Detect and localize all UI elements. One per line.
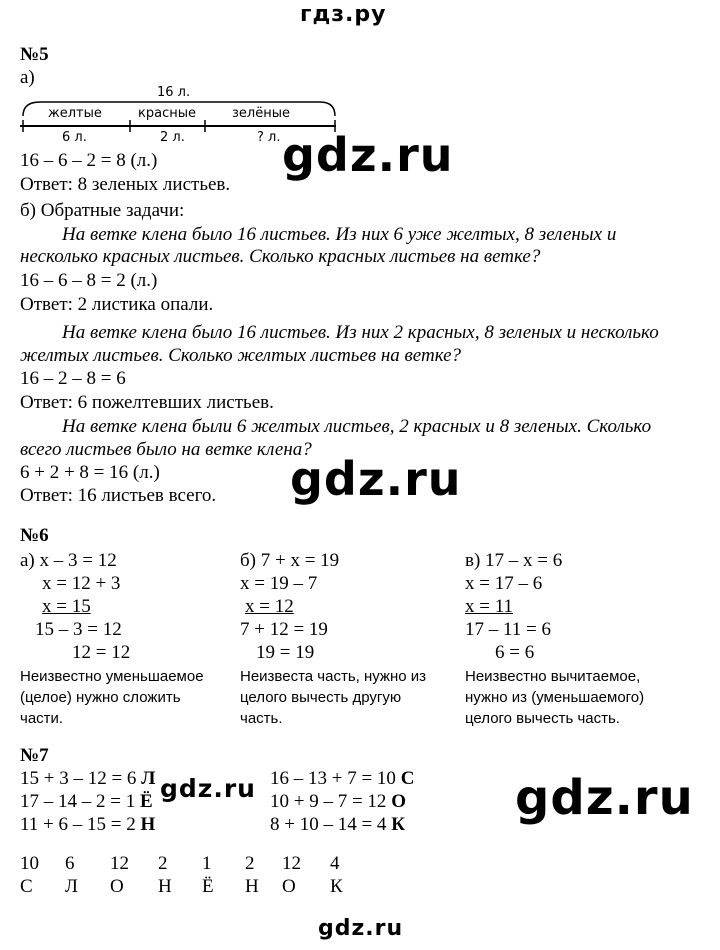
expression-row xyxy=(20,814,155,836)
expression-row xyxy=(20,768,155,790)
equation-line: в) 17 – x = 6 xyxy=(465,550,563,571)
problem1-line1: На ветке клена было 16 листьев. Из них 6 уже желтых, 8 зеленых и xyxy=(62,224,617,245)
expression: 11 + 6 – 15 = 2 xyxy=(20,814,136,835)
number-cell: 4 xyxy=(330,853,340,874)
check-line: 7 + 12 = 19 xyxy=(240,619,328,640)
problem3-line2: всего листьев было на ветке клена? xyxy=(20,439,312,460)
equation-line: а) x – 3 = 12 xyxy=(20,550,117,571)
code-letter: Ё xyxy=(139,791,153,812)
task5-part-a: а) xyxy=(20,67,35,88)
footer-watermark: gdz.ru xyxy=(318,916,404,941)
number-cell: 12 xyxy=(110,853,129,874)
watermark-1: gdz.ru xyxy=(282,128,454,182)
task5-calc: 16 – 6 – 2 = 8 (л.) xyxy=(20,150,158,171)
problem3-calc: 6 + 2 + 8 = 16 (л.) xyxy=(20,462,160,483)
problem3-line1: На ветке клена были 6 желтых листьев, 2 красных и 8 зеленых. Сколько xyxy=(62,416,652,437)
answer-numbers-row xyxy=(20,853,380,875)
problem1-line2: несколько красных листьев. Сколько красных листьев на ветке? xyxy=(20,246,541,267)
diagram-value-red: 2 л. xyxy=(160,130,185,145)
solution-step: x = 19 – 7 xyxy=(240,573,318,594)
watermark-4: gdz.ru xyxy=(515,770,694,826)
code-letter: Н xyxy=(140,814,156,835)
rule-note: Неизвестно вычитаемое, нужно из (уменьшаемого) целого вычесть часть. xyxy=(465,668,645,727)
site-header: гдз.ру xyxy=(300,2,387,27)
task6-title: №6 xyxy=(20,525,49,546)
expression: 8 + 10 – 14 = 4 xyxy=(270,814,387,835)
code-letter: О xyxy=(391,791,406,812)
problem1-answer: Ответ: 2 листика опали. xyxy=(20,294,214,315)
diagram-value-green: ? л. xyxy=(257,130,281,145)
letter-cell: Н xyxy=(245,876,259,897)
expression-row xyxy=(270,768,414,790)
expression-row xyxy=(270,814,405,836)
letter-cell: Ё xyxy=(202,876,214,897)
check-result: 19 = 19 xyxy=(256,642,315,663)
letter-cell: О xyxy=(282,876,296,897)
solution-step: x = 17 – 6 xyxy=(465,573,543,594)
solution-step: x = 12 + 3 xyxy=(42,573,121,594)
rule-note: Неизвестно уменьшаемое (целое) нужно сложить части. xyxy=(20,668,204,727)
code-letter: Л xyxy=(141,768,156,789)
task7-title: №7 xyxy=(20,745,49,766)
problem1-calc: 16 – 6 – 8 = 2 (л.) xyxy=(20,270,158,291)
diagram-segment-red: красные xyxy=(138,106,196,121)
problem2-line1: На ветке клена было 16 листьев. Из них 2 красных, 8 зеленых и несколько xyxy=(62,322,659,343)
solution-result: x = 12 xyxy=(245,596,294,617)
equation-line: б) 7 + x = 19 xyxy=(240,550,340,571)
diagram-segment-yellow: желтые xyxy=(48,106,102,121)
letter-cell: Л xyxy=(65,876,78,897)
check-line: 15 – 3 = 12 xyxy=(35,619,122,640)
expression-row xyxy=(20,791,153,813)
expression: 16 – 13 + 7 = 10 xyxy=(270,768,396,789)
code-letter: К xyxy=(391,814,405,835)
rule-note: Неизвеста часть, нужно из целого вычесть другую часть. xyxy=(240,668,426,727)
letter-cell: Н xyxy=(158,876,172,897)
problem2-line2: желтых листьев. Сколько желтых листьев на ветке? xyxy=(20,345,462,366)
watermark-3: gdz.ru xyxy=(160,774,256,803)
letter-cell: С xyxy=(20,876,33,897)
solution-result: x = 15 xyxy=(42,596,91,617)
check-result: 12 = 12 xyxy=(72,642,131,663)
expression: 10 + 9 – 7 = 12 xyxy=(270,791,387,812)
problem2-answer: Ответ: 6 пожелтевших листьев. xyxy=(20,392,274,413)
task5-part-b: б) Обратные задачи: xyxy=(20,200,185,221)
check-line: 17 – 11 = 6 xyxy=(465,619,552,640)
number-cell: 12 xyxy=(282,853,301,874)
letter-cell: К xyxy=(330,876,343,897)
number-cell: 2 xyxy=(245,853,255,874)
number-cell: 10 xyxy=(20,853,39,874)
task5-title: №5 xyxy=(20,44,49,65)
problem2-calc: 16 – 2 – 8 = 6 xyxy=(20,368,126,389)
check-result: 6 = 6 xyxy=(495,642,535,663)
expression-row xyxy=(270,791,406,813)
number-cell: 6 xyxy=(65,853,75,874)
expression: 15 + 3 – 12 = 6 xyxy=(20,768,137,789)
code-letter: С xyxy=(400,768,415,789)
diagram-value-yellow: 6 л. xyxy=(62,130,87,145)
problem3-answer: Ответ: 16 листьев всего. xyxy=(20,485,217,506)
watermark-2: gdz.ru xyxy=(290,452,462,506)
letter-cell: О xyxy=(110,876,124,897)
solution-result: x = 11 xyxy=(465,596,514,617)
number-cell: 1 xyxy=(202,853,212,874)
task5-answer: Ответ: 8 зеленых листьев. xyxy=(20,174,231,195)
number-cell: 2 xyxy=(158,853,168,874)
diagram-segment-green: зелёные xyxy=(232,106,290,121)
expression: 17 – 14 – 2 = 1 xyxy=(20,791,136,812)
answer-letters-row xyxy=(20,876,380,898)
diagram-total: 16 л. xyxy=(157,85,191,100)
